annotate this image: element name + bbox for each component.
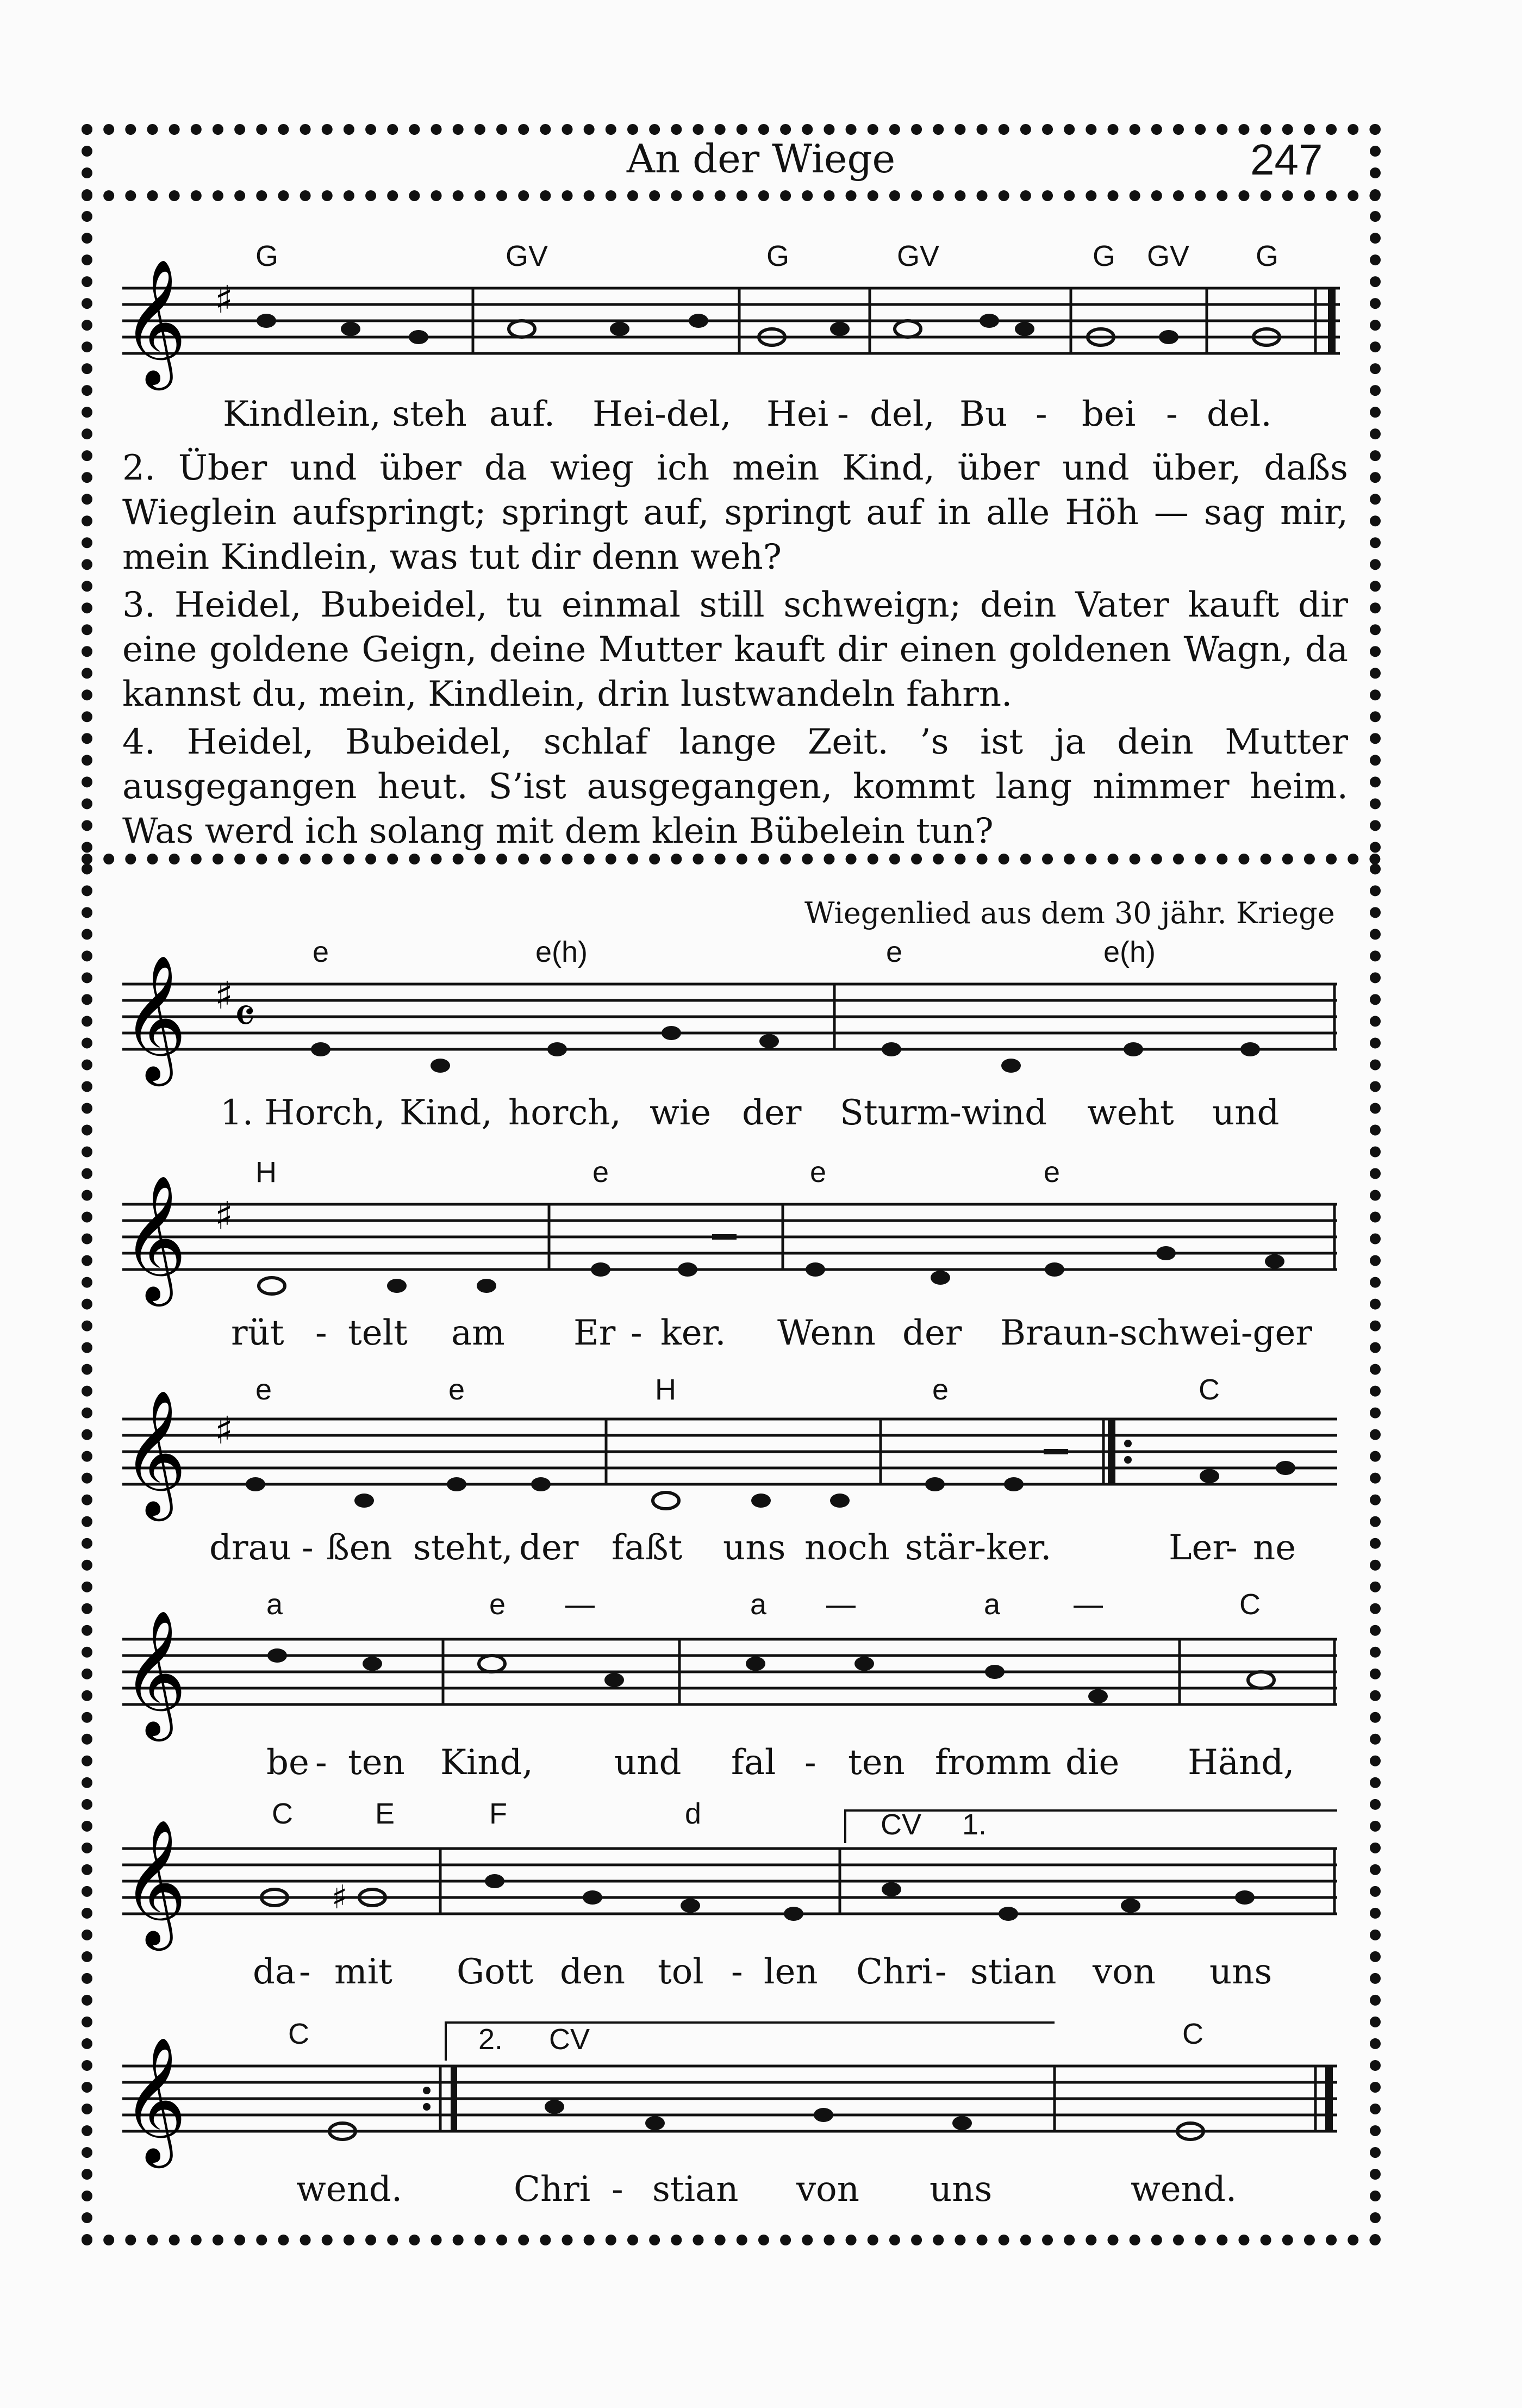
music-staff (0, 954, 1522, 1098)
lyric-syllable: fal (731, 1743, 776, 1783)
music-staff (0, 2017, 1522, 2169)
lyric-syllable: Kind, (440, 1743, 533, 1783)
lyric-syllable: del, (870, 394, 935, 434)
lyric-syllable: Händ, (1188, 1743, 1295, 1783)
verse-text: 4. Heidel, Bubeidel, schlaf lange Zeit. ’s ist ja dein Mutter ausgegangen heut. S’ist ausgegangen, kommt lang nimmer heim. Was werd ich solang mit dem klein Bübelein tun? (122, 722, 1348, 851)
chord-symbol: e (255, 1373, 272, 1406)
lyric-syllable: wend. (296, 2169, 403, 2210)
lyric-syllable: - (315, 1313, 327, 1353)
page-title: An der Wiege (626, 136, 896, 182)
lyric-syllable: drau (209, 1528, 291, 1568)
chord-symbol: e (932, 1373, 949, 1406)
music-staff (0, 1800, 1522, 1952)
lyric-syllable: Bu (959, 394, 1008, 434)
lyric-syllable: stian (970, 1952, 1057, 1992)
treble-clef-icon: 𝄞 (122, 954, 187, 1081)
lyric-syllable: von (1093, 1952, 1156, 1992)
chord-symbol: e (810, 1156, 827, 1189)
svg-text:𝄴: 𝄴 (234, 988, 256, 1045)
lyric-syllable: ne (1253, 1528, 1296, 1568)
chord-symbol: e (592, 1156, 609, 1189)
lyric-syllable: uns (1209, 1952, 1273, 1992)
lyric-syllable: Chri (856, 1952, 933, 1992)
lyric-syllable: Braun-schwei-ger (1000, 1313, 1312, 1353)
chord-symbol: G (1256, 240, 1279, 272)
chord-symbol: e(h) (1103, 936, 1156, 968)
svg-text:♯: ♯ (215, 1408, 233, 1453)
svg-text:♯: ♯ (332, 1878, 348, 1917)
treble-clef-icon: 𝄞 (122, 1389, 187, 1516)
lyric-syllable: Wenn (777, 1313, 876, 1353)
chord-symbol: e (886, 936, 903, 968)
lyric-syllable: Kindlein, steh (223, 394, 467, 434)
notes (257, 314, 1280, 345)
lyric-syllable: und (614, 1743, 682, 1783)
lyric-syllable: - (804, 1743, 816, 1783)
song-source-note: Wiegenlied aus dem 30 jähr. Kriege (804, 896, 1335, 930)
lyric-syllable: - (612, 2169, 623, 2210)
chord-symbol: e (489, 1588, 506, 1621)
treble-clef-icon: 𝄞 (122, 1174, 187, 1301)
lyric-syllable: - (731, 1952, 743, 1992)
chord-symbol: 2. (478, 2023, 503, 2056)
chord-symbol: e (448, 1373, 465, 1406)
verse-block (122, 446, 1348, 857)
verse-text: 2. Über und über da wieg ich mein Kind, über und über, daßs Wieglein aufspringt; springt auf, springt auf in alle Höh — sag mir, mein Kindlein, was tut dir denn weh? (122, 448, 1348, 577)
chord-symbol: — (1074, 1588, 1103, 1621)
lyric-syllable: ten (848, 1743, 905, 1783)
chord-symbol: a (984, 1588, 1001, 1621)
lyric-syllable: Gott (457, 1952, 534, 1992)
lyric-syllable: - (1226, 1528, 1238, 1568)
lyric-syllable: den (560, 1952, 626, 1992)
lyric-syllable: rüt (231, 1313, 284, 1353)
lyric-syllable: stian (652, 2169, 739, 2210)
lyric-syllable: noch (804, 1528, 890, 1568)
lyric-syllable: Kind, (400, 1093, 492, 1133)
chord-symbol: GV (897, 240, 940, 272)
lyric-syllable: horch, (508, 1093, 621, 1133)
chord-symbol: CV (881, 1808, 922, 1841)
chord-symbol: C (1182, 2018, 1203, 2050)
lyric-syllable: steht, (413, 1528, 513, 1568)
lyric-syllable: fromm (935, 1743, 1052, 1783)
chord-symbol: 1. (962, 1808, 987, 1841)
lyric-syllable: - (935, 1952, 947, 1992)
chord-symbol: GV (506, 240, 548, 272)
lyric-syllable: - (299, 1952, 311, 1992)
chord-symbol: GV (1147, 240, 1190, 272)
lyric-syllable: tol (658, 1952, 704, 1992)
lyric-syllable: del. (1207, 394, 1272, 434)
music-staff (0, 258, 1522, 408)
lyric-syllable: ten (348, 1743, 405, 1783)
svg-text:♯: ♯ (215, 1193, 233, 1238)
chord-symbol: G (766, 240, 790, 272)
chord-symbol: a (750, 1588, 767, 1621)
chord-symbol: C (1239, 1588, 1261, 1621)
lyric-syllable: Chri (514, 2169, 591, 2210)
lyric-syllable: der (742, 1093, 802, 1133)
music-staff (0, 1389, 1522, 1533)
chord-symbol: C (288, 2018, 309, 2050)
lyric-syllable: die (1065, 1743, 1120, 1783)
chord-symbol: H (255, 1156, 277, 1189)
lyric-syllable: uns (930, 2169, 993, 2210)
page-number: 247 (1250, 135, 1323, 184)
lyric-syllable: faßt (612, 1528, 683, 1568)
chord-symbol: G (1093, 240, 1116, 272)
treble-clef-icon: 𝄞 (122, 258, 187, 385)
svg-text:♯: ♯ (215, 277, 233, 322)
lyric-syllable: mit (334, 1952, 392, 1992)
lyric-syllable: - (1166, 394, 1178, 434)
music-staff (0, 1174, 1522, 1318)
chord-symbol: e(h) (535, 936, 588, 968)
lyric-syllable: - (315, 1743, 327, 1783)
lyric-syllable: der (519, 1528, 579, 1568)
chord-symbol: H (655, 1373, 676, 1406)
chord-symbol: C (1199, 1373, 1220, 1406)
header-divider (82, 190, 1381, 201)
treble-clef-icon: 𝄞 (122, 1819, 187, 1945)
chord-symbol: CV (549, 2023, 590, 2056)
lyric-syllable: bei (1082, 394, 1136, 434)
lyric-syllable: weht (1087, 1093, 1174, 1133)
lyric-syllable: und (1212, 1093, 1280, 1133)
treble-clef-icon: 𝄞 (122, 2036, 187, 2163)
lyric-syllable: von (796, 2169, 859, 2210)
lyric-syllable: der (902, 1313, 962, 1353)
lyric-syllable: wie (650, 1093, 712, 1133)
lyric-syllable: ßen (326, 1528, 392, 1568)
lyric-syllable: Hei (766, 394, 829, 434)
chord-symbol: — (565, 1588, 595, 1621)
chord-symbol: e (313, 936, 329, 968)
lyric-syllable: Sturm-wind (840, 1093, 1047, 1133)
lyric-syllable: len (764, 1952, 818, 1992)
chord-symbol: e (1044, 1156, 1061, 1189)
lyric-syllable: - (837, 394, 849, 434)
chord-symbol: E (375, 1797, 395, 1830)
lyric-syllable: be (266, 1743, 309, 1783)
lyric-syllable: am (451, 1313, 505, 1353)
lyric-syllable: - (631, 1313, 643, 1353)
lyric-syllable: da (253, 1952, 296, 1992)
lyric-syllable: Ler (1169, 1528, 1229, 1568)
treble-clef-icon: 𝄞 (122, 1609, 187, 1736)
chord-symbol: C (272, 1797, 293, 1830)
lyric-syllable: telt (348, 1313, 408, 1353)
lyric-syllable: ker. (660, 1313, 726, 1353)
chord-symbol: F (489, 1797, 507, 1830)
svg-text:♯: ♯ (215, 973, 233, 1018)
chord-symbol: G (255, 240, 279, 272)
lyric-syllable: Hei-del, (592, 394, 732, 434)
lyric-syllable: - (1036, 394, 1047, 434)
lyric-syllable: uns (723, 1528, 786, 1568)
lyric-syllable: stär-ker. (905, 1528, 1052, 1568)
chord-symbol: — (826, 1588, 856, 1621)
chord-symbol: a (266, 1588, 283, 1621)
lyric-syllable: 1. Horch, (220, 1093, 385, 1133)
lyric-syllable: wend. (1131, 2169, 1237, 2210)
music-staff (0, 1609, 1522, 1753)
chord-symbol: d (685, 1797, 702, 1830)
verse-text: 3. Heidel, Bubeidel, tu einmal still schweign; dein Vater kauft dir eine goldene Geign, deine Mutter kauft dir einen goldenen Wagn, da kannst du, mein, Kindlein, drin lustwandeln fahrn. (122, 585, 1348, 714)
lyric-syllable: - (302, 1528, 314, 1568)
lyric-syllable: Er (573, 1313, 616, 1353)
lyric-syllable: auf. (489, 394, 556, 434)
